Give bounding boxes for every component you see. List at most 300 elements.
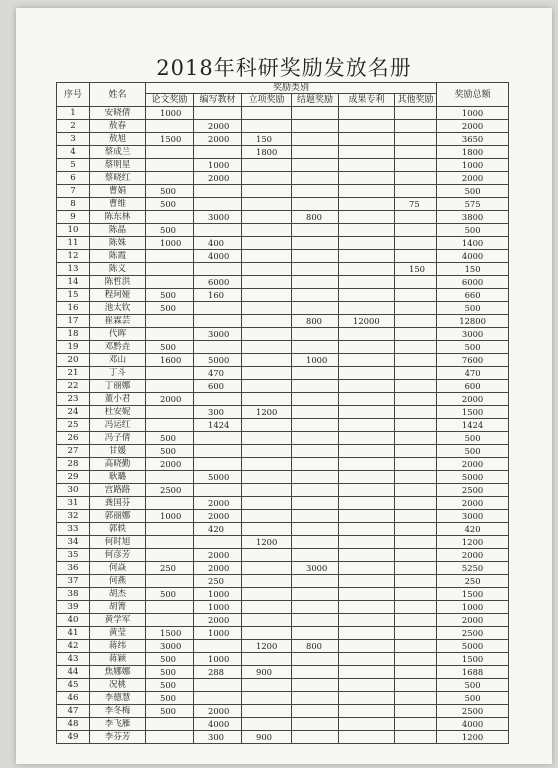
row-project-amount — [242, 627, 292, 640]
row-seq: 49 — [57, 731, 90, 744]
row-project-amount: 1800 — [242, 146, 292, 159]
row-patent-amount — [339, 497, 395, 510]
row-seq: 36 — [57, 562, 90, 575]
row-seq: 22 — [57, 380, 90, 393]
row-other-amount — [395, 224, 437, 237]
row-project-amount — [242, 185, 292, 198]
row-project-amount: 900 — [242, 731, 292, 744]
row-completion-amount: 1000 — [292, 354, 339, 367]
row-completion-amount — [292, 120, 339, 133]
row-seq: 45 — [57, 679, 90, 692]
row-project-amount — [242, 705, 292, 718]
row-other-amount — [395, 692, 437, 705]
row-patent-amount — [339, 588, 395, 601]
row-seq: 10 — [57, 224, 90, 237]
row-seq: 33 — [57, 523, 90, 536]
row-name: 龚国芬 — [90, 497, 146, 510]
row-project-amount: 1200 — [242, 640, 292, 653]
row-paper-amount — [146, 250, 194, 263]
row-name: 李飞雁 — [90, 718, 146, 731]
row-name: 甘媛 — [90, 445, 146, 458]
row-paper-amount: 1000 — [146, 107, 194, 120]
header-col-completion: 结题奖励 — [292, 94, 339, 107]
row-name: 敖旭 — [90, 133, 146, 146]
row-project-amount — [242, 588, 292, 601]
row-total: 3000 — [437, 328, 509, 341]
row-patent-amount — [339, 510, 395, 523]
table-row — [57, 484, 509, 497]
row-total: 500 — [437, 679, 509, 692]
row-textbook-amount — [194, 445, 242, 458]
row-total: 1000 — [437, 601, 509, 614]
row-patent-amount — [339, 523, 395, 536]
row-paper-amount — [146, 419, 194, 432]
row-project-amount — [242, 211, 292, 224]
row-paper-amount: 500 — [146, 705, 194, 718]
row-patent-amount — [339, 289, 395, 302]
row-name: 焦娜娜 — [90, 666, 146, 679]
row-seq: 19 — [57, 341, 90, 354]
award-roster-table — [56, 82, 509, 744]
row-total: 5250 — [437, 562, 509, 575]
document-sheet — [16, 8, 552, 764]
row-name: 陈霞 — [90, 250, 146, 263]
row-paper-amount: 500 — [146, 289, 194, 302]
row-other-amount — [395, 549, 437, 562]
row-project-amount — [242, 614, 292, 627]
row-total: 1500 — [437, 588, 509, 601]
row-patent-amount — [339, 445, 395, 458]
row-total: 5000 — [437, 640, 509, 653]
row-completion-amount — [292, 523, 339, 536]
row-name: 胡杰 — [90, 588, 146, 601]
row-seq: 11 — [57, 237, 90, 250]
table-row — [57, 523, 509, 536]
row-other-amount — [395, 510, 437, 523]
row-seq: 13 — [57, 263, 90, 276]
row-paper-amount — [146, 159, 194, 172]
row-completion-amount — [292, 328, 339, 341]
row-other-amount — [395, 471, 437, 484]
row-project-amount — [242, 523, 292, 536]
table-row — [57, 471, 509, 484]
row-total: 3650 — [437, 133, 509, 146]
row-total: 1200 — [437, 536, 509, 549]
row-other-amount — [395, 185, 437, 198]
row-paper-amount — [146, 172, 194, 185]
header-col-other: 其他奖励 — [395, 94, 437, 107]
row-patent-amount — [339, 224, 395, 237]
row-textbook-amount — [194, 263, 242, 276]
row-name: 曹维 — [90, 198, 146, 211]
row-other-amount — [395, 718, 437, 731]
row-textbook-amount: 1000 — [194, 627, 242, 640]
row-project-amount — [242, 328, 292, 341]
row-project-amount — [242, 250, 292, 263]
row-name: 黄学军 — [90, 614, 146, 627]
row-project-amount — [242, 302, 292, 315]
row-project-amount: 150 — [242, 133, 292, 146]
row-completion-amount — [292, 471, 339, 484]
row-other-amount — [395, 640, 437, 653]
row-other-amount — [395, 133, 437, 146]
row-name: 蔡晓红 — [90, 172, 146, 185]
row-seq: 26 — [57, 432, 90, 445]
row-project-amount — [242, 224, 292, 237]
row-project-amount: 1200 — [242, 536, 292, 549]
row-textbook-amount: 3000 — [194, 211, 242, 224]
row-project-amount — [242, 692, 292, 705]
row-other-amount — [395, 536, 437, 549]
row-completion-amount — [292, 666, 339, 679]
row-total: 470 — [437, 367, 509, 380]
row-completion-amount — [292, 731, 339, 744]
row-name: 李德慧 — [90, 692, 146, 705]
row-paper-amount — [146, 211, 194, 224]
row-completion-amount: 800 — [292, 211, 339, 224]
row-other-amount — [395, 211, 437, 224]
table-row — [57, 692, 509, 705]
table-row — [57, 497, 509, 510]
row-paper-amount — [146, 276, 194, 289]
row-name: 邓山 — [90, 354, 146, 367]
row-project-amount — [242, 120, 292, 133]
row-seq: 32 — [57, 510, 90, 523]
table-row — [57, 653, 509, 666]
row-other-amount — [395, 484, 437, 497]
row-completion-amount — [292, 627, 339, 640]
row-other-amount — [395, 445, 437, 458]
row-paper-amount: 500 — [146, 679, 194, 692]
row-seq: 12 — [57, 250, 90, 263]
table-row — [57, 432, 509, 445]
row-project-amount — [242, 237, 292, 250]
row-total: 3000 — [437, 510, 509, 523]
row-other-amount — [395, 315, 437, 328]
row-total: 1688 — [437, 666, 509, 679]
document-title: 2018年科研奖励发放名册 — [156, 56, 412, 80]
table-row — [57, 562, 509, 575]
row-total: 500 — [437, 445, 509, 458]
row-patent-amount — [339, 380, 395, 393]
row-seq: 20 — [57, 354, 90, 367]
row-seq: 37 — [57, 575, 90, 588]
row-name: 安晓倩 — [90, 107, 146, 120]
row-textbook-amount: 300 — [194, 406, 242, 419]
row-completion-amount: 800 — [292, 315, 339, 328]
table-row — [57, 289, 509, 302]
row-other-amount: 150 — [395, 263, 437, 276]
row-name: 池太钦 — [90, 302, 146, 315]
table-row — [57, 276, 509, 289]
row-patent-amount — [339, 705, 395, 718]
row-total: 420 — [437, 523, 509, 536]
row-total: 250 — [437, 575, 509, 588]
row-patent-amount — [339, 679, 395, 692]
header-category: 奖励类别 — [146, 83, 437, 94]
row-patent-amount — [339, 393, 395, 406]
row-patent-amount — [339, 458, 395, 471]
row-project-amount — [242, 471, 292, 484]
row-other-amount — [395, 237, 437, 250]
row-textbook-amount: 1000 — [194, 601, 242, 614]
row-paper-amount: 1500 — [146, 133, 194, 146]
table-row — [57, 159, 509, 172]
table-row — [57, 666, 509, 679]
row-total: 1500 — [437, 406, 509, 419]
row-project-amount — [242, 432, 292, 445]
row-patent-amount — [339, 185, 395, 198]
row-textbook-amount: 3000 — [194, 328, 242, 341]
table-row — [57, 380, 509, 393]
table-row — [57, 718, 509, 731]
row-completion-amount — [292, 237, 339, 250]
row-seq: 8 — [57, 198, 90, 211]
row-project-amount — [242, 419, 292, 432]
row-total: 500 — [437, 302, 509, 315]
row-textbook-amount — [194, 146, 242, 159]
row-project-amount — [242, 367, 292, 380]
row-patent-amount — [339, 471, 395, 484]
row-textbook-amount: 6000 — [194, 276, 242, 289]
row-patent-amount: 12000 — [339, 315, 395, 328]
row-textbook-amount: 300 — [194, 731, 242, 744]
row-completion-amount — [292, 198, 339, 211]
row-project-amount: 1200 — [242, 406, 292, 419]
row-patent-amount — [339, 367, 395, 380]
header-name: 姓名 — [90, 83, 146, 107]
row-seq: 40 — [57, 614, 90, 627]
row-project-amount — [242, 549, 292, 562]
row-textbook-amount: 4000 — [194, 718, 242, 731]
row-completion-amount — [292, 575, 339, 588]
row-paper-amount — [146, 146, 194, 159]
row-paper-amount — [146, 380, 194, 393]
table-row — [57, 406, 509, 419]
row-name: 蔡成兰 — [90, 146, 146, 159]
row-other-amount — [395, 107, 437, 120]
row-name: 胡箐 — [90, 601, 146, 614]
row-paper-amount — [146, 523, 194, 536]
row-total: 2500 — [437, 627, 509, 640]
row-completion-amount — [292, 692, 339, 705]
table-row — [57, 510, 509, 523]
row-name: 蒋纬 — [90, 640, 146, 653]
row-project-amount — [242, 315, 292, 328]
row-patent-amount — [339, 120, 395, 133]
row-patent-amount — [339, 276, 395, 289]
row-total: 1800 — [437, 146, 509, 159]
row-textbook-amount — [194, 640, 242, 653]
header-col-patent: 成果专利 — [339, 94, 395, 107]
row-paper-amount — [146, 731, 194, 744]
row-paper-amount: 500 — [146, 692, 194, 705]
row-project-amount — [242, 562, 292, 575]
row-paper-amount — [146, 497, 194, 510]
row-completion-amount — [292, 419, 339, 432]
row-total: 1000 — [437, 159, 509, 172]
row-completion-amount — [292, 250, 339, 263]
row-seq: 41 — [57, 627, 90, 640]
row-other-amount — [395, 419, 437, 432]
row-paper-amount — [146, 471, 194, 484]
row-name: 黄莹 — [90, 627, 146, 640]
row-patent-amount — [339, 640, 395, 653]
row-completion-amount — [292, 380, 339, 393]
row-textbook-amount: 2000 — [194, 133, 242, 146]
row-project-amount — [242, 289, 292, 302]
row-patent-amount — [339, 146, 395, 159]
row-textbook-amount — [194, 536, 242, 549]
row-patent-amount — [339, 627, 395, 640]
row-textbook-amount — [194, 341, 242, 354]
row-seq: 43 — [57, 653, 90, 666]
row-seq: 30 — [57, 484, 90, 497]
row-total: 1424 — [437, 419, 509, 432]
row-other-amount — [395, 588, 437, 601]
row-project-amount: 900 — [242, 666, 292, 679]
table-row — [57, 133, 509, 146]
row-name: 何时旭 — [90, 536, 146, 549]
row-name: 冯子倩 — [90, 432, 146, 445]
row-total: 2000 — [437, 458, 509, 471]
row-patent-amount — [339, 198, 395, 211]
row-completion-amount — [292, 185, 339, 198]
row-patent-amount — [339, 263, 395, 276]
table-row — [57, 367, 509, 380]
row-textbook-amount: 2000 — [194, 120, 242, 133]
row-total: 2000 — [437, 497, 509, 510]
row-project-amount — [242, 172, 292, 185]
row-textbook-amount — [194, 393, 242, 406]
row-textbook-amount — [194, 692, 242, 705]
row-paper-amount — [146, 367, 194, 380]
row-seq: 42 — [57, 640, 90, 653]
row-other-amount — [395, 627, 437, 640]
row-textbook-amount: 2000 — [194, 614, 242, 627]
row-other-amount — [395, 289, 437, 302]
row-name: 何焱 — [90, 562, 146, 575]
row-textbook-amount — [194, 185, 242, 198]
row-seq: 44 — [57, 666, 90, 679]
row-patent-amount — [339, 484, 395, 497]
row-paper-amount: 500 — [146, 198, 194, 211]
row-textbook-amount: 5000 — [194, 471, 242, 484]
table-row — [57, 575, 509, 588]
row-total: 3800 — [437, 211, 509, 224]
row-project-amount — [242, 341, 292, 354]
row-paper-amount: 500 — [146, 224, 194, 237]
row-name: 冯运红 — [90, 419, 146, 432]
row-textbook-amount: 4000 — [194, 250, 242, 263]
row-completion-amount — [292, 445, 339, 458]
row-paper-amount — [146, 315, 194, 328]
row-total: 1400 — [437, 237, 509, 250]
row-project-amount — [242, 497, 292, 510]
row-other-amount — [395, 302, 437, 315]
row-total: 660 — [437, 289, 509, 302]
row-project-amount — [242, 393, 292, 406]
row-project-amount — [242, 276, 292, 289]
row-paper-amount: 3000 — [146, 640, 194, 653]
row-patent-amount — [339, 692, 395, 705]
row-other-amount — [395, 341, 437, 354]
table-row — [57, 419, 509, 432]
row-completion-amount — [292, 276, 339, 289]
row-seq: 35 — [57, 549, 90, 562]
row-project-amount — [242, 445, 292, 458]
row-total: 2500 — [437, 484, 509, 497]
row-other-amount — [395, 458, 437, 471]
row-other-amount — [395, 601, 437, 614]
row-other-amount — [395, 731, 437, 744]
row-paper-amount: 500 — [146, 432, 194, 445]
row-seq: 23 — [57, 393, 90, 406]
table-row — [57, 354, 509, 367]
row-completion-amount — [292, 549, 339, 562]
table-row — [57, 107, 509, 120]
row-textbook-amount: 2000 — [194, 562, 242, 575]
row-completion-amount — [292, 159, 339, 172]
row-completion-amount — [292, 679, 339, 692]
row-seq: 16 — [57, 302, 90, 315]
row-name: 陈义 — [90, 263, 146, 276]
row-seq: 15 — [57, 289, 90, 302]
row-other-amount — [395, 146, 437, 159]
row-completion-amount — [292, 718, 339, 731]
table-row — [57, 328, 509, 341]
row-seq: 39 — [57, 601, 90, 614]
header-col-project: 立项奖励 — [242, 94, 292, 107]
row-patent-amount — [339, 562, 395, 575]
row-other-amount — [395, 276, 437, 289]
row-completion-amount — [292, 289, 339, 302]
row-other-amount — [395, 705, 437, 718]
row-seq: 1 — [57, 107, 90, 120]
row-completion-amount — [292, 107, 339, 120]
row-name: 何彦芳 — [90, 549, 146, 562]
row-paper-amount: 1000 — [146, 510, 194, 523]
row-textbook-amount — [194, 302, 242, 315]
table-row — [57, 224, 509, 237]
row-textbook-amount: 470 — [194, 367, 242, 380]
table-row — [57, 341, 509, 354]
row-seq: 5 — [57, 159, 90, 172]
table-row — [57, 549, 509, 562]
row-seq: 27 — [57, 445, 90, 458]
table-row — [57, 250, 509, 263]
row-project-amount — [242, 575, 292, 588]
row-textbook-amount: 2000 — [194, 172, 242, 185]
row-project-amount — [242, 484, 292, 497]
row-name: 李冬梅 — [90, 705, 146, 718]
row-paper-amount: 500 — [146, 588, 194, 601]
table-row — [57, 601, 509, 614]
row-patent-amount — [339, 159, 395, 172]
row-name: 敖春 — [90, 120, 146, 133]
table-row — [57, 458, 509, 471]
row-textbook-amount — [194, 315, 242, 328]
row-other-amount — [395, 653, 437, 666]
row-paper-amount: 1000 — [146, 237, 194, 250]
row-textbook-amount: 2000 — [194, 510, 242, 523]
row-patent-amount — [339, 211, 395, 224]
row-patent-amount — [339, 653, 395, 666]
row-completion-amount — [292, 536, 339, 549]
row-paper-amount: 1600 — [146, 354, 194, 367]
row-completion-amount — [292, 588, 339, 601]
row-textbook-amount: 250 — [194, 575, 242, 588]
